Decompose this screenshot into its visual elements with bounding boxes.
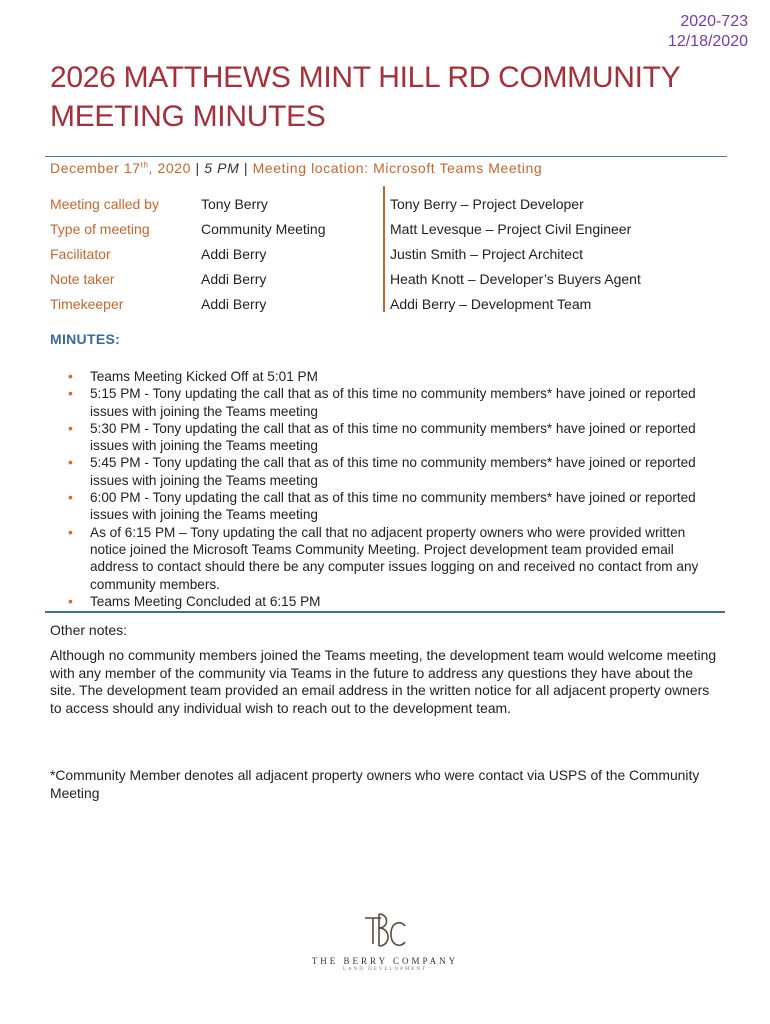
other-notes-label: Other notes:	[50, 622, 128, 638]
meeting-info-value: Community Meeting	[201, 221, 326, 237]
attendee-item: Tony Berry – Project Developer	[390, 196, 584, 212]
case-stamp	[668, 12, 748, 52]
meeting-location: Meeting location: Microsoft Teams Meeting	[252, 160, 543, 176]
meeting-time: 5 PM	[204, 160, 240, 176]
company-name: THE BERRY COMPANY	[311, 956, 459, 966]
tbc-monogram-icon	[361, 910, 409, 950]
minutes-item: • Teams Meeting Kicked Off at 5:01 PM	[90, 368, 720, 385]
minutes-item: • 5:45 PM - Tony updating the call that as of this time no community members* have joined or reported issues with joining the Teams meeting	[90, 454, 720, 489]
minutes-item: • 5:30 PM - Tony updating the call that as of this time no community members* have joined or reported issues with joining the Teams meeting	[90, 420, 720, 455]
meeting-info-label: Facilitator	[50, 246, 111, 262]
community-member-footnote: *Community Member denotes all adjacent property owners who were contact via USPS of the Community Meeting	[50, 767, 700, 801]
attendee-item: Justin Smith – Project Architect	[390, 246, 583, 262]
meeting-info-value: Addi Berry	[201, 271, 267, 287]
meeting-dateline	[50, 160, 542, 176]
dateline-separator: |	[191, 160, 205, 176]
minutes-item: • 6:00 PM - Tony updating the call that as of this time no community members* have joined or reported issues with joining the Teams meeting	[90, 489, 720, 524]
title-divider	[45, 156, 727, 157]
minutes-item: • As of 6:15 PM – Tony updating the call that no adjacent property owners who were provided written notice joined the Microsoft Teams Community Meeting. Project development team provided email address to contact should there be any computer issues logging on and received no contact from any community members.	[90, 524, 720, 593]
meeting-info-value: Tony Berry	[201, 196, 268, 212]
meeting-info-label: Meeting called by	[50, 196, 159, 212]
minutes-item: • Teams Meeting Concluded at 6:15 PM	[90, 593, 720, 610]
document-title: 2026 MATTHEWS MINT HILL RD COMMUNITY MEETING MINUTES	[50, 61, 680, 133]
minutes-item: • 5:15 PM - Tony updating the call that as of this time no community members* have joined or reported issues with joining the Teams meeting	[90, 385, 720, 420]
other-notes-text: Although no community members joined the Teams meeting, the development team would welcome meeting with any member of the community via Teams in the future to address any questions they have about the site. The development team provided an email address in the written notice for all adjacent property owners to access should any individual wish to reach out to the development team.	[50, 647, 717, 716]
attendee-item: Matt Levesque – Project Civil Engineer	[390, 221, 632, 237]
meeting-info-label: Note taker	[50, 271, 115, 287]
meeting-info-label: Type of meeting	[50, 221, 150, 237]
meeting-info-labels	[50, 194, 159, 319]
company-logo	[300, 910, 470, 980]
meeting-info-value: Addi Berry	[201, 246, 267, 262]
attendee-item: Heath Knott – Developer’s Buyers Agent	[390, 271, 641, 287]
meeting-info-label: Timekeeper	[50, 296, 124, 312]
meeting-year: , 2020	[148, 160, 192, 176]
date-ordinal-suffix: th	[140, 160, 149, 170]
dateline-separator-2: |	[239, 160, 253, 176]
minutes-list	[90, 368, 720, 610]
minutes-divider	[45, 611, 725, 613]
meeting-date: December 17	[50, 160, 141, 176]
meeting-info-value: Addi Berry	[201, 296, 267, 312]
attendee-list	[390, 194, 641, 319]
meeting-info-values	[201, 194, 326, 319]
attendee-item: Addi Berry – Development Team	[390, 296, 592, 312]
case-number: 2020-723	[680, 13, 748, 30]
minutes-heading: MINUTES:	[50, 331, 121, 347]
attendee-divider	[383, 186, 385, 312]
stamp-date: 12/18/2020	[667, 33, 748, 50]
company-tagline: LAND DEVELOPMENT	[342, 967, 428, 972]
